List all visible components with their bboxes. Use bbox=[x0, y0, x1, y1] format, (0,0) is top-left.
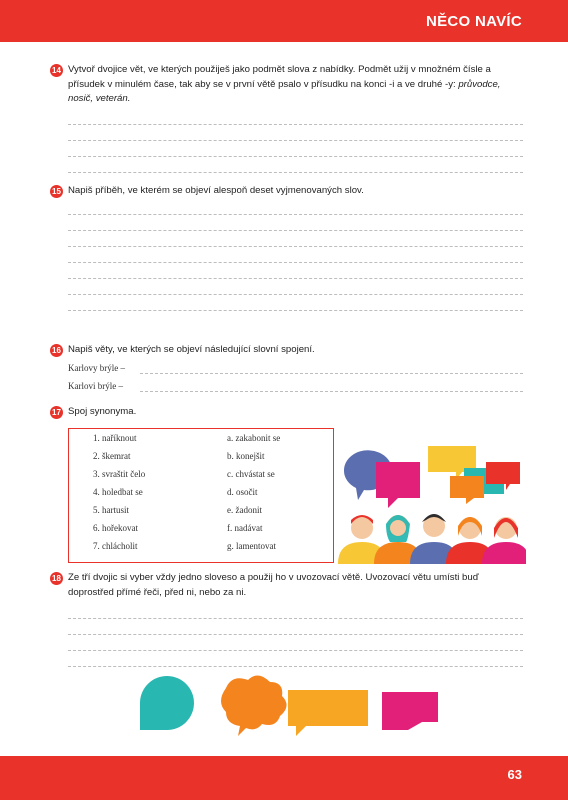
phrase-2: Karlovi brýle – bbox=[68, 381, 123, 391]
question-16-text: Napiš věty, ve kterých se objeví následující slovní spojení. bbox=[68, 344, 315, 355]
page-number: 63 bbox=[507, 767, 522, 782]
answer-line[interactable] bbox=[68, 214, 523, 215]
question-number-17: 17 bbox=[50, 406, 63, 419]
people-illustration bbox=[336, 440, 526, 564]
answer-line[interactable] bbox=[140, 373, 523, 374]
answer-line[interactable] bbox=[68, 618, 523, 619]
answer-line[interactable] bbox=[68, 650, 523, 651]
speech-bubble-pink bbox=[376, 462, 420, 508]
answer-line[interactable] bbox=[68, 230, 523, 231]
phrase-1: Karlovy brýle – bbox=[68, 363, 125, 373]
right-item[interactable]: a. zakabonit se bbox=[227, 433, 281, 443]
speech-bubble-magenta-icon bbox=[382, 692, 408, 730]
answer-line[interactable] bbox=[68, 124, 523, 125]
answer-line[interactable] bbox=[140, 391, 523, 392]
answer-line[interactable] bbox=[68, 140, 523, 141]
question-14-text bbox=[68, 63, 524, 107]
answer-line[interactable] bbox=[68, 310, 523, 311]
answer-line[interactable] bbox=[68, 246, 523, 247]
speech-bubble-yellow-icon bbox=[288, 690, 368, 736]
question-17-text: Spoj synonyma. bbox=[68, 406, 137, 417]
section-title: NĚCO NAVÍC bbox=[425, 13, 522, 30]
question-number-15: 15 bbox=[50, 185, 63, 198]
question-14-instruction: Vytvoř dvojice vět, ve kterých použiješ jako podmět slova z nabídky. Podmět užij v množném čísle a přísudek v minulém čase, tak aby se v první větě psalo v přísudku na konci -i a ve druhé -y: bbox=[68, 64, 491, 90]
speech-bubble-cloud-icon bbox=[221, 675, 287, 736]
speech-bubble-orange bbox=[450, 476, 484, 504]
right-item[interactable]: f. nadávat bbox=[227, 523, 263, 533]
right-item[interactable]: d. osočit bbox=[227, 487, 258, 497]
question-number-16: 16 bbox=[50, 344, 63, 357]
right-item[interactable]: b. konejšit bbox=[227, 451, 265, 461]
left-item[interactable]: 1. naříknout bbox=[93, 433, 137, 443]
right-item[interactable]: c. chvástat se bbox=[227, 469, 275, 479]
synonyms-table bbox=[68, 428, 334, 563]
question-18-text: Ze tří dvojic si vyber vždy jedno sloveso a použij ho v uvozovací větě. Uvozovací větu umísti buď doprostřed přímé řeči, před ni, nebo za ni. bbox=[68, 572, 479, 598]
answer-line[interactable] bbox=[68, 156, 523, 157]
answer-line[interactable] bbox=[68, 634, 523, 635]
footer-bar bbox=[0, 756, 568, 800]
answer-line[interactable] bbox=[68, 172, 523, 173]
right-item[interactable]: g. lamentovat bbox=[227, 541, 276, 551]
answer-line[interactable] bbox=[68, 262, 523, 263]
answer-line[interactable] bbox=[68, 278, 523, 279]
person-5 bbox=[482, 517, 526, 564]
left-item[interactable]: 5. hartusit bbox=[93, 505, 129, 515]
left-item[interactable]: 7. chlácholit bbox=[93, 541, 138, 551]
answer-line[interactable] bbox=[68, 294, 523, 295]
question-number-14: 14 bbox=[50, 64, 63, 77]
speech-bubble-teal-icon bbox=[140, 676, 194, 730]
question-number-18: 18 bbox=[50, 572, 63, 585]
left-item[interactable]: 2. škemrat bbox=[93, 451, 131, 461]
left-item[interactable]: 6. hořekovat bbox=[93, 523, 138, 533]
left-item[interactable]: 4. holedbat se bbox=[93, 487, 143, 497]
question-15-text: Napiš příběh, ve kterém se objeví alespoň deset vyjmenovaných slov. bbox=[68, 185, 364, 196]
answer-line[interactable] bbox=[68, 666, 523, 667]
right-item[interactable]: e. žadonit bbox=[227, 505, 262, 515]
bubbles-decoration bbox=[140, 672, 442, 738]
header-bar bbox=[0, 0, 568, 42]
speech-bubble-magenta-part-icon bbox=[408, 692, 438, 730]
question-14-examples: průvodce, nosič, veterán. bbox=[68, 78, 501, 104]
left-item[interactable]: 3. svraštit čelo bbox=[93, 469, 146, 479]
